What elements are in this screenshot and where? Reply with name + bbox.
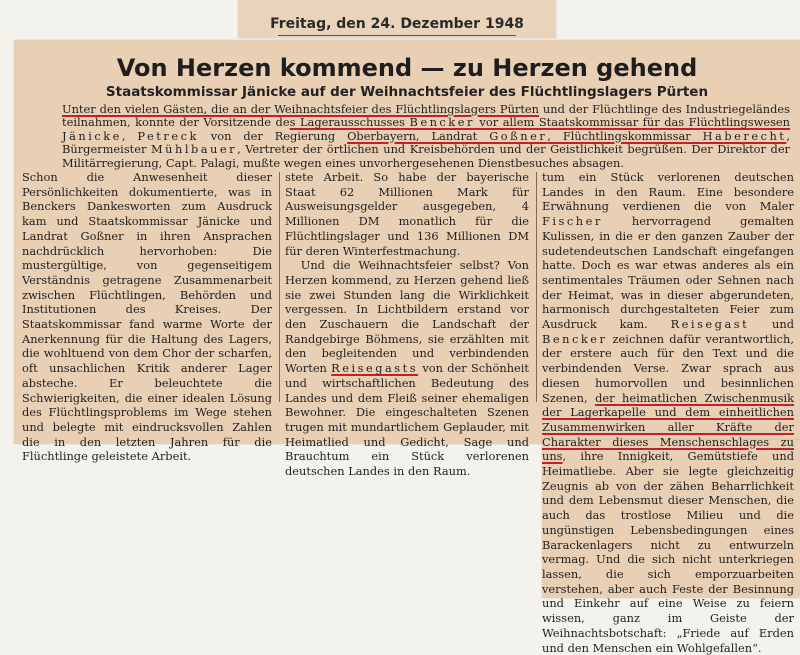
dateline: Freitag, den 24. Dezember 1948 <box>238 16 556 32</box>
name-haberecht: Haberecht <box>702 128 787 143</box>
underlined-phrase: der heimatlichen Zwischenmusik der Lagerkapelle und dem einheitlichen Zusammenwirken aller Kräfte der Charakter dieses Menschenschlages zu uns <box>542 390 794 464</box>
intro-paragraph: Unter den vielen Gästen, die an der Weihnachtsfeier des Flüchtlingslagers Pürten und der Flüchtlinge des Industriegeländes teilnahmen, konnte der Vorsitzende des Lagerausschusses Bencker vor allem Staatskommissar für das Flüchtlingswesen Jänicke, Petreck von der Regierung Oberbayern, Landrat Goßner, Flüchtlingskommissar Haberecht, Bürgermeister Mühlbauer, Vertreter der örtlichen und Kreisbehörden und der Geistlichkeit begrüßen. Der Direktor der Militärregierung, Capt. Palagi, mußte wegen eines unvorhergesehenen Dienstbesuches absagen. <box>62 102 791 170</box>
name-petreck: Petreck <box>137 128 199 143</box>
underlined-phrase: Oberbayern, Landrat <box>347 128 490 143</box>
underlined-phrase: s Lagerausschusses <box>289 115 410 130</box>
name-gossner: Goßner <box>489 128 548 143</box>
name-reisegasts: Reisegasts <box>331 361 419 376</box>
dateline-rule <box>278 35 516 36</box>
article-column-3: tum ein Stück verlorenen deutschen Landes in den Raum. Eine besondere Erwähnung verdienen die von Maler Fischer hervorragend gemalten Kulissen, in die er den ganzen Zauber der sudetendeutschen Landschaft eingefangen hatte. Doch es war etwas anderes als ein sentimentales Träumen oder Sehnen nach der Heimat, was in dieser abgerundeten, harmonisch durchgestalteten Feier zum Ausdruck kam. Reisegast und Bencker zeichnen dafür verantwortlich, der erstere auch für den Text und die verbindenden Verse. Zwar sprach aus diesen humorvollen und besinnlichen Szenen, der heimatlichen Zwischenmusik der Lagerkapelle und dem einheitlichen Zusammenwirken aller Kräfte der Charakter dieses Menschenschlages zu uns, ihre Innigkeit, Gemütstiefe und Heimatliebe. Aber sie legte gleichzeitig Zeugnis ab von der zähen Beharrlichkeit und dem Lebensmut dieser Menschen, die auch das trostlose Milieu und die ungünstigen Lebensbedingungen eines Barackenlagers nicht zu entwurzeln vermag. Und die sich nicht unterkriegen lassen, die sich emporzuarbeiten verstehen, aber auch Feste der Besinnung und Einkehr auf eine Weise zu feiern wissen, ganz im Geiste der Weihnachtsbotschaft: „Friede auf Erden und den Menschen ein Wohlgefallen“. <box>542 170 794 655</box>
name-fischer: Fischer <box>542 214 603 229</box>
name-reisegast: Reisegast <box>670 317 750 332</box>
name-bencker-2: Bencker <box>542 331 608 346</box>
name-bencker: Bencker <box>409 115 475 130</box>
article-column-2: stete Arbeit. So habe der bayerische Staat 62 Millionen Mark für Ausweisungsgelder ausgegeben, 4 Millionen DM monatlich für die Flüchtlingslager und 136 Millionen DM für deren Winterfestmachung. Und die Weihnachtsfeier selbst? Von Herzen kommend, zu Herzen gehend ließ sie zwei Stunden lang die Wirklichkeit vergessen. In Lichtbildern erstand vor den Zuschauern die Landschaft der Randgebirge Böhmens, sie erzählten mit den begleitenden und verbindenden Worten Reisegasts von der Schönheit und wirtschaftlichen Bedeutung des Landes und dem Fleiß seiner ehemaligen Bewohner. Die eingeschalteten Szenen trugen mit mundartlichem Geplauder, mit Heimatlied und Gedicht, Sage und Brauchtum ein Stück verlorenen deutschen Landes in den Raum. <box>285 170 530 479</box>
headline: Von Herzen kommend — zu Herzen gehend <box>116 54 698 82</box>
name-jaenicke: Jänicke <box>62 128 122 143</box>
underlined-phrase: vor allem Staatskommissar für das Flüchtlingswesen <box>474 115 791 130</box>
subheadline: Staatskommissar Jänicke auf der Weihnachtsfeier des Flüchtlingslagers Pürten <box>105 84 709 100</box>
column-divider <box>279 172 280 402</box>
underlined-phrase: Unter den vielen Gästen, die an der Weihnachtsfeier des Flüchtlingslagers Pürten <box>62 102 540 116</box>
article-column-1: Schon die Anwesenheit dieser Persönlichkeiten dokumentierte, was in Benckers Dankesworten zum Ausdruck kam und Staatskommissar Jänicke und Landrat Goßner in ihren Ansprachen nachdrücklich hervorhoben: Die mustergültige, von gegenseitigem Verständnis getragene Zusammenarbeit zwischen Flüchtlingen, Behörden und Institutionen des Kreises. Der Staatskommissar fand warme Worte der Anerkennung für die Haltung des Lagers, die wohltuend von dem Chor der scharfen, oft unsachlichen Kritik anderer Lager absteche. Er beleuchtete die Schwierigkeiten, die einer idealen Lösung des Flüchtlingsproblems im Wege stehen und belegte mit eindrucksvollen Zahlen die in den letzten Jahren für die Flüchtlinge geleistete Arbeit. <box>22 170 272 464</box>
underlined-phrase: , Flüchtlingskommissar <box>547 128 703 143</box>
name-muehlbauer: Mühlbauer <box>150 142 238 157</box>
column-divider <box>536 172 537 402</box>
